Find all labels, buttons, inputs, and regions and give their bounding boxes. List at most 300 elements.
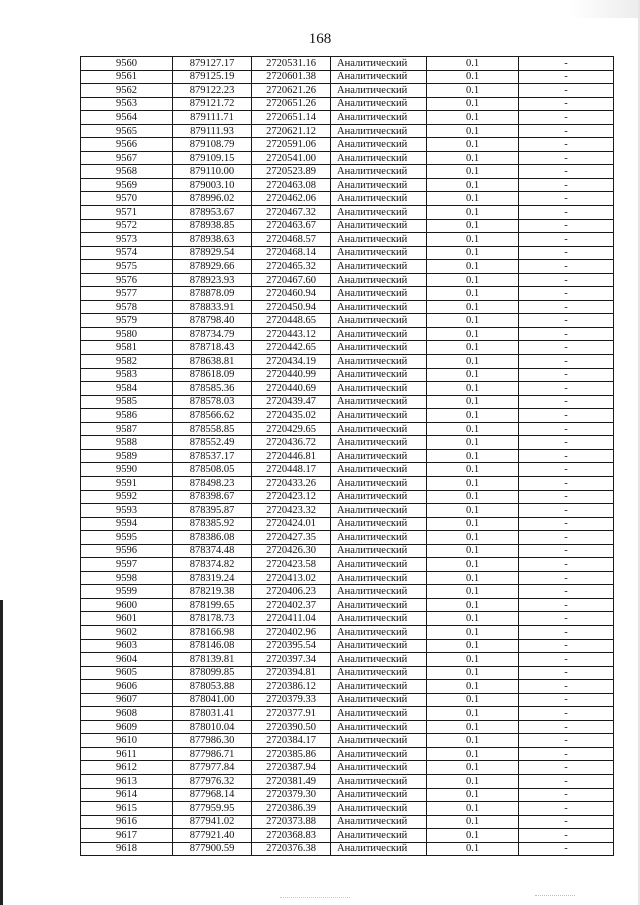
note-cell: - — [519, 368, 614, 382]
x-coordinate-cell: 877959.95 — [173, 802, 252, 816]
method-cell: Аналитический — [331, 842, 427, 856]
note-cell: - — [519, 300, 614, 314]
point-id-cell: 9618 — [81, 842, 173, 856]
x-coordinate-cell: 878053.88 — [173, 680, 252, 694]
point-id-cell: 9585 — [81, 395, 173, 409]
note-cell: - — [519, 625, 614, 639]
accuracy-cell: 0.1 — [427, 476, 519, 490]
table-row — [81, 707, 614, 721]
table-row — [81, 625, 614, 639]
point-id-cell: 9571 — [81, 206, 173, 220]
y-coordinate-cell: 2720376.38 — [252, 842, 331, 856]
note-cell: - — [519, 84, 614, 98]
table-row — [81, 97, 614, 111]
point-id-cell: 9616 — [81, 815, 173, 829]
accuracy-cell: 0.1 — [427, 219, 519, 233]
accuracy-cell: 0.1 — [427, 355, 519, 369]
point-id-cell: 9584 — [81, 382, 173, 396]
method-cell: Аналитический — [331, 666, 427, 680]
method-cell: Аналитический — [331, 680, 427, 694]
accuracy-cell: 0.1 — [427, 707, 519, 721]
accuracy-cell: 0.1 — [427, 463, 519, 477]
method-cell: Аналитический — [331, 368, 427, 382]
table-row — [81, 246, 614, 260]
point-id-cell: 9565 — [81, 124, 173, 138]
x-coordinate-cell: 878319.24 — [173, 571, 252, 585]
y-coordinate-cell: 2720397.34 — [252, 653, 331, 667]
method-cell: Аналитический — [331, 287, 427, 301]
accuracy-cell: 0.1 — [427, 178, 519, 192]
y-coordinate-cell: 2720423.58 — [252, 558, 331, 572]
point-id-cell: 9614 — [81, 788, 173, 802]
y-coordinate-cell: 2720440.99 — [252, 368, 331, 382]
accuracy-cell: 0.1 — [427, 300, 519, 314]
y-coordinate-cell: 2720523.89 — [252, 165, 331, 179]
accuracy-cell: 0.1 — [427, 802, 519, 816]
accuracy-cell: 0.1 — [427, 111, 519, 125]
accuracy-cell: 0.1 — [427, 585, 519, 599]
accuracy-cell: 0.1 — [427, 368, 519, 382]
x-coordinate-cell: 878734.79 — [173, 327, 252, 341]
note-cell: - — [519, 97, 614, 111]
note-cell: - — [519, 463, 614, 477]
method-cell: Аналитический — [331, 395, 427, 409]
x-coordinate-cell: 878498.23 — [173, 476, 252, 490]
method-cell: Аналитический — [331, 788, 427, 802]
table-row — [81, 517, 614, 531]
method-cell: Аналитический — [331, 774, 427, 788]
x-coordinate-cell: 878385.92 — [173, 517, 252, 531]
note-cell: - — [519, 219, 614, 233]
point-id-cell: 9564 — [81, 111, 173, 125]
table-row — [81, 680, 614, 694]
x-coordinate-cell: 878718.43 — [173, 341, 252, 355]
scan-smudge — [280, 897, 350, 899]
x-coordinate-cell: 877921.40 — [173, 829, 252, 843]
method-cell: Аналитический — [331, 97, 427, 111]
y-coordinate-cell: 2720406.23 — [252, 585, 331, 599]
accuracy-cell: 0.1 — [427, 815, 519, 829]
method-cell: Аналитический — [331, 598, 427, 612]
note-cell: - — [519, 287, 614, 301]
note-cell: - — [519, 111, 614, 125]
accuracy-cell: 0.1 — [427, 395, 519, 409]
point-id-cell: 9594 — [81, 517, 173, 531]
table-row — [81, 815, 614, 829]
point-id-cell: 9607 — [81, 693, 173, 707]
method-cell: Аналитический — [331, 382, 427, 396]
y-coordinate-cell: 2720386.39 — [252, 802, 331, 816]
point-id-cell: 9597 — [81, 558, 173, 572]
note-cell: - — [519, 422, 614, 436]
note-cell: - — [519, 192, 614, 206]
accuracy-cell: 0.1 — [427, 747, 519, 761]
note-cell: - — [519, 707, 614, 721]
table-row — [81, 206, 614, 220]
table-row — [81, 382, 614, 396]
note-cell: - — [519, 436, 614, 450]
x-coordinate-cell: 879109.15 — [173, 151, 252, 165]
accuracy-cell: 0.1 — [427, 571, 519, 585]
method-cell: Аналитический — [331, 422, 427, 436]
note-cell: - — [519, 585, 614, 599]
method-cell: Аналитический — [331, 84, 427, 98]
note-cell: - — [519, 747, 614, 761]
note-cell: - — [519, 666, 614, 680]
accuracy-cell: 0.1 — [427, 612, 519, 626]
x-coordinate-cell: 878938.85 — [173, 219, 252, 233]
y-coordinate-cell: 2720462.06 — [252, 192, 331, 206]
method-cell: Аналитический — [331, 829, 427, 843]
table-row — [81, 436, 614, 450]
y-coordinate-cell: 2720390.50 — [252, 720, 331, 734]
y-coordinate-cell: 2720460.94 — [252, 287, 331, 301]
note-cell: - — [519, 558, 614, 572]
point-id-cell: 9592 — [81, 490, 173, 504]
x-coordinate-cell: 878798.40 — [173, 314, 252, 328]
method-cell: Аналитический — [331, 585, 427, 599]
table-row — [81, 788, 614, 802]
method-cell: Аналитический — [331, 517, 427, 531]
method-cell: Аналитический — [331, 720, 427, 734]
note-cell: - — [519, 138, 614, 152]
point-id-cell: 9578 — [81, 300, 173, 314]
accuracy-cell: 0.1 — [427, 504, 519, 518]
table-row — [81, 476, 614, 490]
accuracy-cell: 0.1 — [427, 653, 519, 667]
accuracy-cell: 0.1 — [427, 544, 519, 558]
method-cell: Аналитический — [331, 206, 427, 220]
point-id-cell: 9590 — [81, 463, 173, 477]
y-coordinate-cell: 2720423.32 — [252, 504, 331, 518]
note-cell: - — [519, 829, 614, 843]
accuracy-cell: 0.1 — [427, 84, 519, 98]
scan-left-edge — [0, 600, 3, 905]
method-cell: Аналитический — [331, 734, 427, 748]
y-coordinate-cell: 2720384.17 — [252, 734, 331, 748]
note-cell: - — [519, 680, 614, 694]
table-row — [81, 504, 614, 518]
accuracy-cell: 0.1 — [427, 57, 519, 71]
table-row — [81, 219, 614, 233]
y-coordinate-cell: 2720429.65 — [252, 422, 331, 436]
table-row — [81, 747, 614, 761]
accuracy-cell: 0.1 — [427, 206, 519, 220]
point-id-cell: 9573 — [81, 233, 173, 247]
method-cell: Аналитический — [331, 341, 427, 355]
accuracy-cell: 0.1 — [427, 97, 519, 111]
y-coordinate-cell: 2720439.47 — [252, 395, 331, 409]
method-cell: Аналитический — [331, 639, 427, 653]
method-cell: Аналитический — [331, 476, 427, 490]
accuracy-cell: 0.1 — [427, 720, 519, 734]
note-cell: - — [519, 178, 614, 192]
y-coordinate-cell: 2720386.12 — [252, 680, 331, 694]
note-cell: - — [519, 206, 614, 220]
x-coordinate-cell: 878585.36 — [173, 382, 252, 396]
x-coordinate-cell: 879127.17 — [173, 57, 252, 71]
accuracy-cell: 0.1 — [427, 382, 519, 396]
method-cell: Аналитический — [331, 571, 427, 585]
method-cell: Аналитический — [331, 300, 427, 314]
table-row — [81, 802, 614, 816]
y-coordinate-cell: 2720411.04 — [252, 612, 331, 626]
y-coordinate-cell: 2720436.72 — [252, 436, 331, 450]
y-coordinate-cell: 2720426.30 — [252, 544, 331, 558]
note-cell: - — [519, 653, 614, 667]
x-coordinate-cell: 878618.09 — [173, 368, 252, 382]
table-row — [81, 409, 614, 423]
accuracy-cell: 0.1 — [427, 124, 519, 138]
point-id-cell: 9583 — [81, 368, 173, 382]
table-row — [81, 273, 614, 287]
method-cell: Аналитический — [331, 490, 427, 504]
method-cell: Аналитический — [331, 761, 427, 775]
x-coordinate-cell: 878374.48 — [173, 544, 252, 558]
point-id-cell: 9561 — [81, 70, 173, 84]
y-coordinate-cell: 2720423.12 — [252, 490, 331, 504]
y-coordinate-cell: 2720413.02 — [252, 571, 331, 585]
point-id-cell: 9570 — [81, 192, 173, 206]
accuracy-cell: 0.1 — [427, 734, 519, 748]
x-coordinate-cell: 878199.65 — [173, 598, 252, 612]
table-row — [81, 165, 614, 179]
point-id-cell: 9593 — [81, 504, 173, 518]
point-id-cell: 9582 — [81, 355, 173, 369]
table-row — [81, 842, 614, 856]
x-coordinate-cell: 878398.67 — [173, 490, 252, 504]
note-cell: - — [519, 382, 614, 396]
x-coordinate-cell: 878953.67 — [173, 206, 252, 220]
point-id-cell: 9574 — [81, 246, 173, 260]
y-coordinate-cell: 2720402.96 — [252, 625, 331, 639]
accuracy-cell: 0.1 — [427, 449, 519, 463]
table-row — [81, 355, 614, 369]
x-coordinate-cell: 879121.72 — [173, 97, 252, 111]
accuracy-cell: 0.1 — [427, 639, 519, 653]
method-cell: Аналитический — [331, 436, 427, 450]
note-cell: - — [519, 70, 614, 84]
y-coordinate-cell: 2720440.69 — [252, 382, 331, 396]
method-cell: Аналитический — [331, 625, 427, 639]
accuracy-cell: 0.1 — [427, 666, 519, 680]
x-coordinate-cell: 878395.87 — [173, 504, 252, 518]
accuracy-cell: 0.1 — [427, 138, 519, 152]
method-cell: Аналитический — [331, 409, 427, 423]
table-row — [81, 111, 614, 125]
accuracy-cell: 0.1 — [427, 680, 519, 694]
x-coordinate-cell: 878566.62 — [173, 409, 252, 423]
note-cell: - — [519, 639, 614, 653]
table-row — [81, 544, 614, 558]
note-cell: - — [519, 761, 614, 775]
x-coordinate-cell: 878099.85 — [173, 666, 252, 680]
accuracy-cell: 0.1 — [427, 625, 519, 639]
x-coordinate-cell: 878996.02 — [173, 192, 252, 206]
point-id-cell: 9612 — [81, 761, 173, 775]
method-cell: Аналитический — [331, 178, 427, 192]
method-cell: Аналитический — [331, 531, 427, 545]
note-cell: - — [519, 571, 614, 585]
accuracy-cell: 0.1 — [427, 233, 519, 247]
y-coordinate-cell: 2720591.06 — [252, 138, 331, 152]
x-coordinate-cell: 878010.04 — [173, 720, 252, 734]
x-coordinate-cell: 879003.10 — [173, 178, 252, 192]
point-id-cell: 9596 — [81, 544, 173, 558]
x-coordinate-cell: 878558.85 — [173, 422, 252, 436]
point-id-cell: 9615 — [81, 802, 173, 816]
table-row — [81, 70, 614, 84]
y-coordinate-cell: 2720434.19 — [252, 355, 331, 369]
point-id-cell: 9581 — [81, 341, 173, 355]
note-cell: - — [519, 490, 614, 504]
accuracy-cell: 0.1 — [427, 192, 519, 206]
accuracy-cell: 0.1 — [427, 517, 519, 531]
y-coordinate-cell: 2720424.01 — [252, 517, 331, 531]
table-row — [81, 734, 614, 748]
note-cell: - — [519, 57, 614, 71]
x-coordinate-cell: 878166.98 — [173, 625, 252, 639]
y-coordinate-cell: 2720377.91 — [252, 707, 331, 721]
y-coordinate-cell: 2720381.49 — [252, 774, 331, 788]
table-row — [81, 463, 614, 477]
accuracy-cell: 0.1 — [427, 761, 519, 775]
x-coordinate-cell: 878578.03 — [173, 395, 252, 409]
point-id-cell: 9586 — [81, 409, 173, 423]
y-coordinate-cell: 2720463.08 — [252, 178, 331, 192]
x-coordinate-cell: 878938.63 — [173, 233, 252, 247]
page-number: 168 — [308, 31, 332, 47]
note-cell: - — [519, 774, 614, 788]
accuracy-cell: 0.1 — [427, 436, 519, 450]
method-cell: Аналитический — [331, 314, 427, 328]
note-cell: - — [519, 531, 614, 545]
table-row — [81, 57, 614, 71]
accuracy-cell: 0.1 — [427, 788, 519, 802]
accuracy-cell: 0.1 — [427, 693, 519, 707]
table-row — [81, 233, 614, 247]
point-id-cell: 9576 — [81, 273, 173, 287]
note-cell: - — [519, 598, 614, 612]
table-row — [81, 341, 614, 355]
point-id-cell: 9608 — [81, 707, 173, 721]
accuracy-cell: 0.1 — [427, 598, 519, 612]
y-coordinate-cell: 2720443.12 — [252, 327, 331, 341]
x-coordinate-cell: 877986.71 — [173, 747, 252, 761]
note-cell: - — [519, 233, 614, 247]
accuracy-cell: 0.1 — [427, 273, 519, 287]
note-cell: - — [519, 314, 614, 328]
table-row — [81, 585, 614, 599]
note-cell: - — [519, 734, 614, 748]
method-cell: Аналитический — [331, 151, 427, 165]
point-id-cell: 9600 — [81, 598, 173, 612]
x-coordinate-cell: 877986.30 — [173, 734, 252, 748]
x-coordinate-cell: 878508.05 — [173, 463, 252, 477]
accuracy-cell: 0.1 — [427, 151, 519, 165]
x-coordinate-cell: 879122.23 — [173, 84, 252, 98]
point-id-cell: 9589 — [81, 449, 173, 463]
x-coordinate-cell: 879125.19 — [173, 70, 252, 84]
scan-smudge — [535, 895, 575, 897]
x-coordinate-cell: 878929.66 — [173, 260, 252, 274]
point-id-cell: 9562 — [81, 84, 173, 98]
method-cell: Аналитический — [331, 273, 427, 287]
note-cell: - — [519, 788, 614, 802]
accuracy-cell: 0.1 — [427, 842, 519, 856]
point-id-cell: 9587 — [81, 422, 173, 436]
table-row — [81, 138, 614, 152]
accuracy-cell: 0.1 — [427, 165, 519, 179]
y-coordinate-cell: 2720385.86 — [252, 747, 331, 761]
point-id-cell: 9609 — [81, 720, 173, 734]
table-row — [81, 639, 614, 653]
point-id-cell: 9575 — [81, 260, 173, 274]
x-coordinate-cell: 879110.00 — [173, 165, 252, 179]
table-row — [81, 260, 614, 274]
note-cell: - — [519, 504, 614, 518]
note-cell: - — [519, 476, 614, 490]
x-coordinate-cell: 878537.17 — [173, 449, 252, 463]
y-coordinate-cell: 2720394.81 — [252, 666, 331, 680]
note-cell: - — [519, 517, 614, 531]
x-coordinate-cell: 879108.79 — [173, 138, 252, 152]
method-cell: Аналитический — [331, 111, 427, 125]
table-row — [81, 558, 614, 572]
y-coordinate-cell: 2720463.67 — [252, 219, 331, 233]
table-row — [81, 395, 614, 409]
accuracy-cell: 0.1 — [427, 490, 519, 504]
y-coordinate-cell: 2720465.32 — [252, 260, 331, 274]
point-id-cell: 9611 — [81, 747, 173, 761]
method-cell: Аналитический — [331, 747, 427, 761]
x-coordinate-cell: 879111.71 — [173, 111, 252, 125]
point-id-cell: 9560 — [81, 57, 173, 71]
y-coordinate-cell: 2720448.65 — [252, 314, 331, 328]
point-id-cell: 9598 — [81, 571, 173, 585]
point-id-cell: 9605 — [81, 666, 173, 680]
note-cell: - — [519, 395, 614, 409]
note-cell: - — [519, 449, 614, 463]
method-cell: Аналитический — [331, 815, 427, 829]
accuracy-cell: 0.1 — [427, 260, 519, 274]
scan-corner-shading — [570, 0, 640, 18]
point-id-cell: 9577 — [81, 287, 173, 301]
point-id-cell: 9568 — [81, 165, 173, 179]
table-row — [81, 829, 614, 843]
y-coordinate-cell: 2720446.81 — [252, 449, 331, 463]
x-coordinate-cell: 878923.93 — [173, 273, 252, 287]
y-coordinate-cell: 2720468.57 — [252, 233, 331, 247]
y-coordinate-cell: 2720541.00 — [252, 151, 331, 165]
x-coordinate-cell: 878929.54 — [173, 246, 252, 260]
point-id-cell: 9563 — [81, 97, 173, 111]
point-id-cell: 9572 — [81, 219, 173, 233]
method-cell: Аналитический — [331, 192, 427, 206]
table-row — [81, 449, 614, 463]
table-row — [81, 327, 614, 341]
y-coordinate-cell: 2720395.54 — [252, 639, 331, 653]
accuracy-cell: 0.1 — [427, 558, 519, 572]
point-id-cell: 9569 — [81, 178, 173, 192]
accuracy-cell: 0.1 — [427, 314, 519, 328]
coordinates-table-wrapper — [80, 56, 613, 856]
note-cell: - — [519, 124, 614, 138]
y-coordinate-cell: 2720651.14 — [252, 111, 331, 125]
table-row — [81, 287, 614, 301]
table-row — [81, 192, 614, 206]
table-row — [81, 422, 614, 436]
